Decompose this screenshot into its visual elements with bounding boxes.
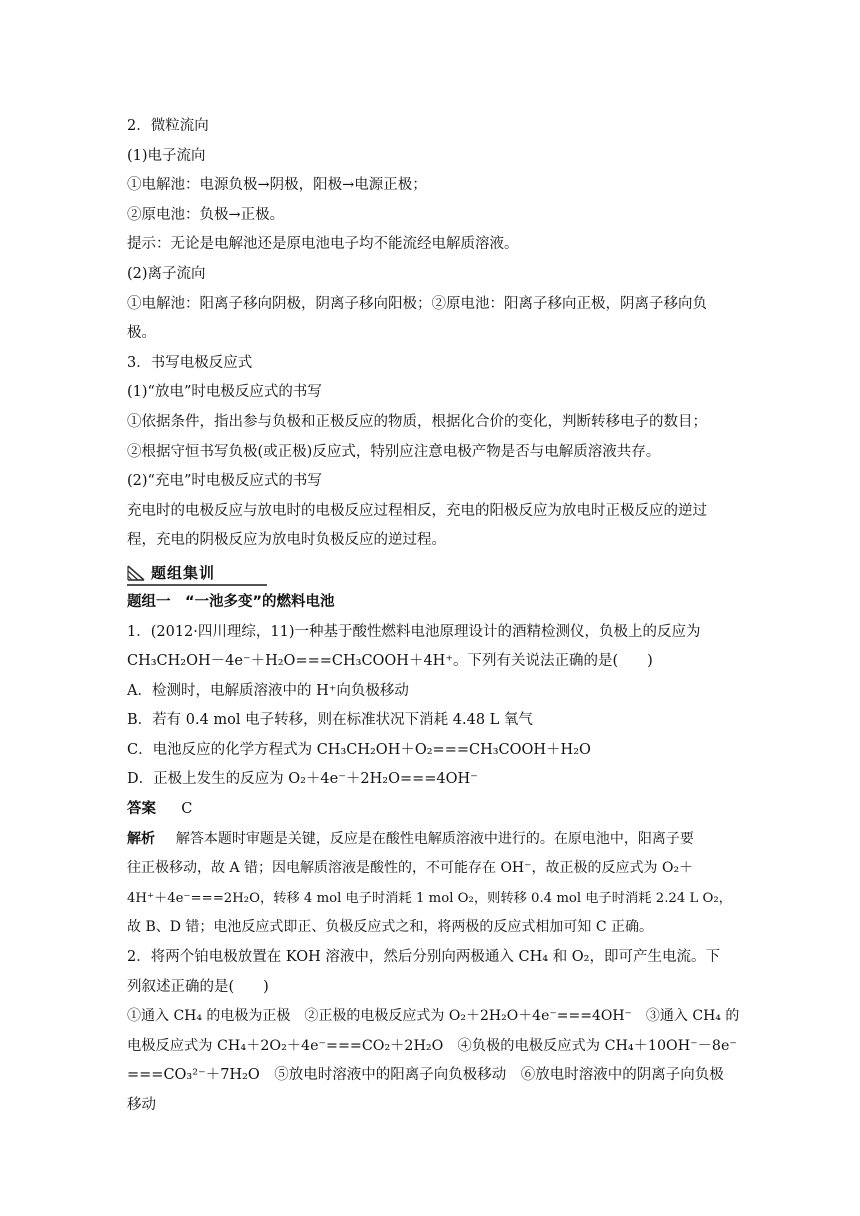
q2-items-2: 电极反应式为 CH₄＋2O₂＋4e⁻===CO₂＋2H₂O ④负极的电极反应式为 CH₄＋10OH⁻－8e⁻	[127, 1037, 737, 1054]
jiexi-2: 往正极移动，故 A 错；因电解质溶液是酸性的，不可能存在 OH⁻，故正极的反应式为 O₂＋	[127, 860, 694, 877]
heading-ion-flow: (2)离子流向	[127, 265, 206, 282]
jiexi-1	[127, 825, 739, 855]
group-title: 题组一 “一池多变”的燃料电池	[127, 593, 335, 610]
jiexi-label: 解析	[127, 830, 155, 847]
q1-option-b: B．若有 0.4 mol 电子转移，则在标准状况下消耗 4.48 L 氧气	[127, 712, 533, 729]
section-header	[127, 558, 739, 588]
q1-option-c: C．电池反应的化学方程式为 CH₃CH₂OH＋O₂===CH₃COOH＋H₂O	[127, 741, 591, 758]
heading-write-electrode: 3．书写电极反应式	[127, 354, 253, 371]
section-rule	[127, 584, 267, 586]
text-discharge-2: ②根据守恒书写负极(或正极)反应式，特别应注意电极产物是否与电解质溶液共存。	[127, 443, 661, 460]
q2-items-1: ①通入 CH₄ 的电极为正极 ②正极的电极反应式为 O₂＋2H₂O＋4e⁻===4OH⁻ ③通入 CH₄ 的	[127, 1008, 740, 1025]
text-charge-1: 充电时的电极反应与放电时的电极反应过程相反，充电的阳极反应为放电时正极反应的逆过	[127, 502, 707, 519]
answer-value: C	[181, 801, 193, 818]
heading-discharge: (1)“放电”时电极反应式的书写	[127, 384, 322, 401]
text-tip: 提示：无论是电解池还是原电池电子均不能流经电解质溶液。	[127, 236, 519, 253]
document-page	[127, 112, 739, 1121]
q2-stem-1: 2．将两个铂电极放置在 KOH 溶液中，然后分别向两极通入 CH₄ 和 O₂，即可产生电流。下	[127, 949, 720, 966]
q1-stem-1: 1．(2012·四川理综，11)一种基于酸性燃料电池原理设计的酒精检测仪，负极上的反应为	[127, 623, 701, 640]
q1-option-a: A．检测时，电解质溶液中的 H⁺向负极移动	[127, 682, 409, 699]
answer-label: 答案	[127, 801, 156, 818]
jiexi-3: 4H⁺＋4e⁻===2H₂O，转移 4 mol 电子时消耗 1 mol O₂，则转移 0.4 mol 电子时消耗 2.24 L O₂，	[127, 890, 732, 906]
text-ion-flow-2: 极。	[127, 325, 156, 342]
q2-items-4: 移动	[127, 1097, 156, 1113]
text-discharge-1: ①依据条件，指出参与负极和正极反应的物质，根据化合价的变化，判断转移电子的数目；	[127, 413, 707, 430]
answer-row	[127, 795, 739, 825]
text-primary-electron: ②原电池：负极→正极。	[127, 206, 285, 223]
q1-stem-2: CH₃CH₂OH－4e⁻＋H₂O===CH₃COOH＋4H⁺。下列有关说法正确的是( )	[127, 653, 653, 670]
heading-electron-flow: (1)电子流向	[127, 147, 206, 164]
slash-hatch-icon	[127, 565, 145, 581]
heading-charge: (2)“充电”时电极反应式的书写	[127, 473, 322, 490]
q1-option-d: D．正极上发生的反应为 O₂＋4e⁻＋2H₂O===4OH⁻	[127, 771, 478, 788]
jiexi-text-1: 解答本题时审题是关键，反应是在酸性电解质溶液中进行的。在原电池中，阳离子要	[175, 830, 694, 847]
section-title: 题组集训	[151, 564, 216, 583]
jiexi-4: 故 B、D 错；电池反应式即正、负极反应式之和，将两极的反应式相加可知 C 正确。	[127, 919, 654, 936]
q2-items-3: ===CO₃²⁻＋7H₂O ⑤放电时溶液中的阳离子向负极移动 ⑥放电时溶液中的阴离子向负极	[127, 1067, 724, 1084]
q2-stem-2: 列叙述正确的是( )	[127, 978, 269, 995]
text-ion-flow-1: ①电解池：阳离子移向阴极，阴离子移向阳极；②原电池：阳离子移向正极，阴离子移向负	[127, 295, 707, 312]
text-charge-2: 程，充电的阴极反应为放电时负极反应的逆过程。	[127, 532, 446, 549]
text-electrolysis-electron: ①电解池：电源负极→阴极，阳极→电源正极；	[127, 177, 427, 194]
heading-particle-flow: 2．微粒流向	[127, 118, 209, 134]
